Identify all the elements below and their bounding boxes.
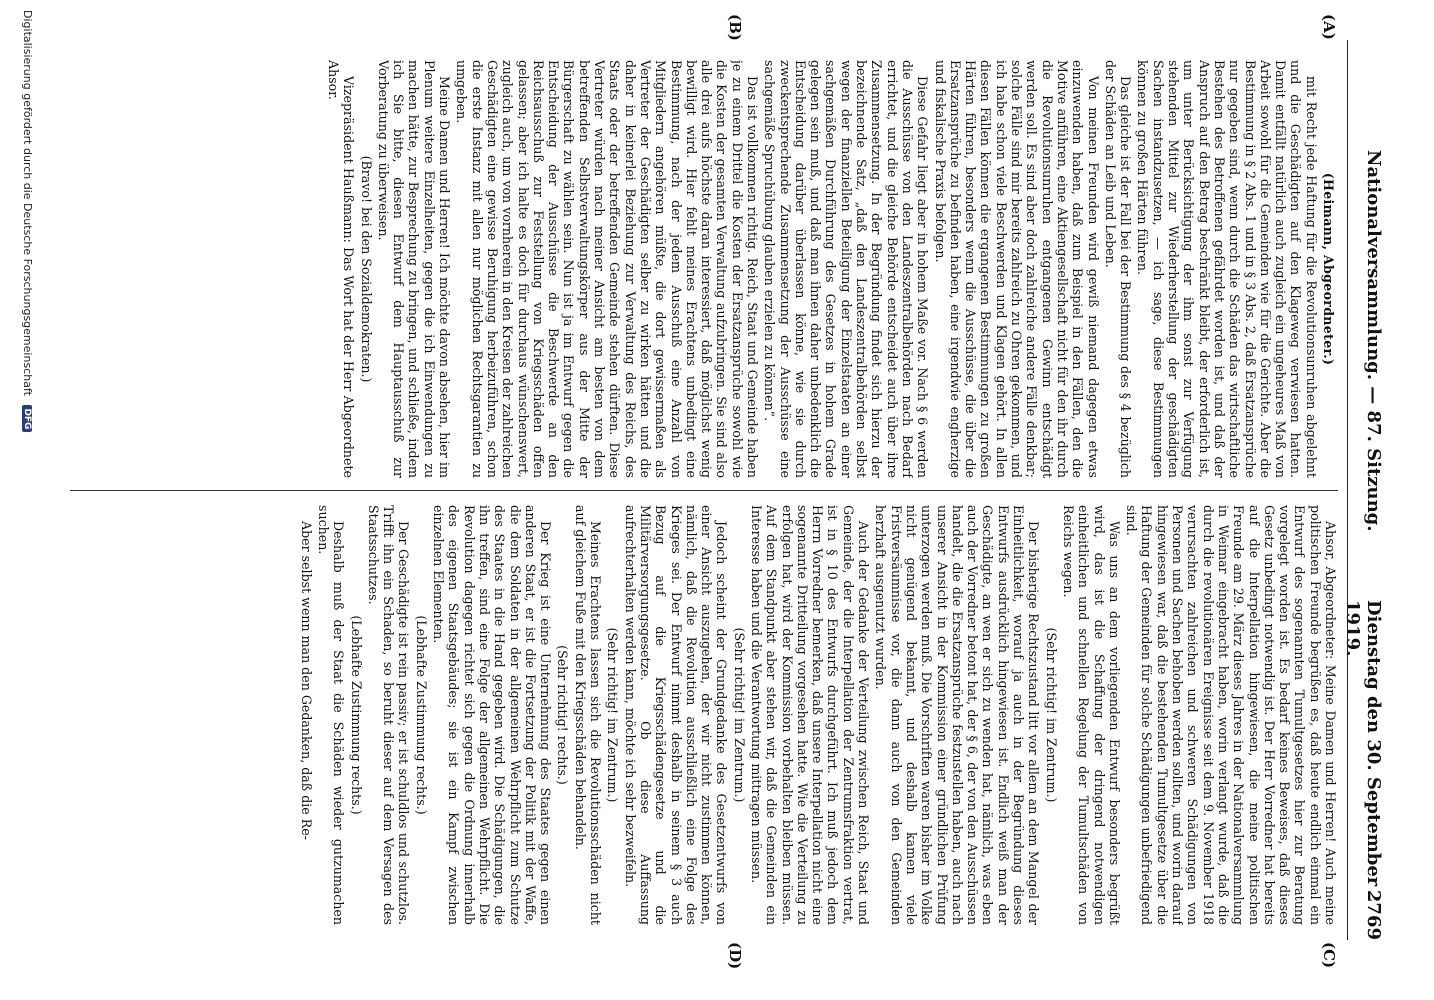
paragraph: Ahsor, Abgeordneter: Meine Damen und Herren! Auch meine politischen Freunde begrüßen es, daß heute endlich einmal ein Entwurf des sogenannten Tumultgesetzes hier zur Beratung vorgelegt worden ist. Es bedarf keines Beweises, daß dieses Gesetz unbedingt notwendig ist. Der Herr Vorredner hat bereits auf die Interpellation hingewiesen, die meine politischen Freunde am 29. März dieses Jahres in der Nationalversammlung in Weimar eingebracht haben, worin verlangt wurde, daß die durch die revolutionären Ereignisse seit dem 9. November 1918 verursachten zahlreichen und schweren Schädigungen von Personen und Sachen behoben werden sollten, und worin darauf hingewiesen war, daß die bestehenden Tumultgesetze über die Haftung der Gemeinden für solche Schädigungen unbefriedigend sind. [1124, 505, 1338, 925]
paragraph: Der Geschädigte ist rein passiv; er ist schuldlos und schutzlos. Trifft ihn ein Schaden, so beruht dieser auf dem Versagen des Staatsschutzes. [365, 505, 412, 925]
paragraph: Das ist vollkommen richtig. Reich, Staat und Gemeinde haben je zu einem Drittel die Kosten der Ersatzansprüche sowohl wie die Kosten der gesamten Verwaltung aufzubringen. Sie sind also alle drei aufs höchste daran interessiert, daß möglichst wenig bewilligt wird. Hier fehlt meines Erachtens unbedingt eine Bestimmung, nach der jedem Ausschuß eine Anzahl von Mitgliedern angehören müßte, die dort gewissermaßen als Vertreter der Geschädigten selber zu wirken hätten und die daher in keinerlei Beziehung zur Verwaltung des Reichs, des Staats oder der betreffenden Gemeinde stehen dürften. Diese Vertreter würden nach meiner Ansicht am besten von dem betreffenden Selbstverwaltungskörper aus der Mitte der Bürgerschaft zu wählen sein. Nun ist ja im Entwurf gegen die Entscheidung der Ausschüsse die Beschwerde an den Reichsausschuß zur Feststellung von Kriegsschäden offen gelassen; aber ich halte es doch für durchaus wünschenswert, zugleich auch, um von vornherein in den Kreisen der zahlreichen Geschädigten eine gewisse Beruhigung herbeizuführen, schon die erste Instanz mit allen nur möglichen Rechtsgarantien zu umgeben. [454, 60, 761, 478]
right-text-column [70, 505, 1338, 925]
interjection: (Sehr richtig! im Zentrum.) [1043, 627, 1059, 803]
paragraph: Jedoch scheint der Grundgedanke des Gesetzentwurfs von einer Ansicht auszugehen, der wir nicht zustimmen können, nämlich, daß die Revolution ausschließlich eine Folge des Krieges sei. Der Entwurf nimmt deshalb in seinem § 3 auch Bezug auf die Kriegsschädengesetze und die Militärversorgungsgesetze. Ob diese Auffassung aufrechterhalten werden kann, möchte ich sehr bezweifeln. [622, 505, 730, 925]
header-title-right: Dienstag den 30. September 1919. [1342, 600, 1384, 887]
header-title-left: Nationalversammlung. — 87. Sitzung. [1363, 150, 1384, 532]
interjection: (Sehr richtig! rechts.) [555, 645, 571, 785]
paragraph: Vizepräsident Haußmann: Das Wort hat der Herr Abgeordnete Ahsor. [326, 60, 357, 478]
left-text-column [70, 60, 1338, 478]
margin-letter-c: (C) [1320, 942, 1338, 969]
paragraph: Meines Erachtens lassen sich die Revolutionsschäden nicht auf gleichem Fuße mit den Kriegsschäden behandeln. [572, 505, 604, 925]
paragraph: Aber selbst wenn man den Gedanken, daß die Re- [298, 521, 314, 840]
margin-letter-a: (A) [1320, 14, 1338, 40]
header-rule [1347, 40, 1348, 940]
paragraph: Der bisherige Rechtszustand litt vor allem an dem Mangel der Einheitlichkeit, worauf ja auch in der Begründung dieses Entwurfs ausdrücklich hingewiesen ist. Endlich weiß man der Geschädigte, an wen er sich zu wenden hat, nämlich, was eben auch der Vorredner betont hat, der § 6, der von den Ausschüssen handelt, die die Ersatzansprüche festzustellen haben, auch nach unserer Ansicht in der Kommission einer gründlichen Prüfung unterzogen werden muß. Die Vorschriften waren bisher im Volke nicht genügend bekannt, und deshalb kamen viele Fristversäumnisse vor, die dann auch von den Gemeinden herzhaft ausgenutzt wurden. [873, 505, 1042, 925]
paragraph: Meine Damen und Herren! Ich möchte davon absehen, hier im Plenum weitere Einzelheiten, gegen die ich Einwendungen zu machen hätte, zur Besprechung zu bringen, und schließe, indem ich Sie bitte, diesen Entwurf dem Hauptausschuß zur Vorberatung zu überweisen. [375, 60, 453, 478]
paragraph: Von meinen Freunden wird gewiß niemand dagegen etwas einzuwenden haben, daß zum Beispiel in den Fällen, den die Motive anführen, eine Aktiengesellschaft nicht für den ihr durch die Revolutionsunruhen entgangenen Gewinn entschädigt werden soll. Es sind aber doch zahlreiche andere Fälle denkbar; solche Fälle sind mir bereits zahlreich zu Ohren gekommen, und ich habe schon viele Beschwerden und Klagen gehört. In allen diesen Fällen können die ergangenen Bestimmungen zu großen Härten führen, besonders wenn die Ausschüsse, die über die Ersatzansprüche zu befinden haben, eine irgendwie engherzige und fiskalische Praxis befolgen. [932, 60, 1101, 478]
interjection: (Sehr richtig! im Zentrum.) [731, 627, 747, 803]
paragraph: Auch der Gedanke der Verteilung zwischen Reich, Staat und Gemeinde, der die Interpellation der Zentrumsfraktion vertrat, ist in § 10 des Entwurfs durchgeführt. Ich muß jedoch dem Herrn Vorredner bemerken, daß unsere Interpellation nicht eine sogenannte Dritteilung vorgesehen hatte. Wie die Verteilung zu erfolgen hat, wird der Kommission vorbehalten bleiben müssen. Auf dem Standpunkt aber stehen wir, daß die Gemeinden ein Interesse haben und die Verantwortung mittragen müssen. [749, 505, 872, 925]
interjection: (Sehr richtig! im Zentrum.) [605, 627, 621, 803]
margin-letter-d: (D) [726, 942, 744, 970]
interjection: (Lebhafte Zustimmung rechts.) [348, 615, 364, 815]
interjection: (Lebhafte Zustimmung rechts.) [413, 615, 429, 815]
paragraph: Deshalb muß der Staat die Schäden wieder gutzumachen suchen. [316, 505, 347, 925]
paragraph: Was uns an dem vorliegenden Entwurf besonders begrüßt wird, das ist die Schaffung der dringend notwendigen einheitlichen und schnellen Regelung der Tumultschäden von Reichs wegen. [1060, 505, 1122, 925]
footer-credit-text: Digitalisierung gefördert durch die Deutsche Forschungsgemeinschaft [21, 10, 34, 396]
page-number: 2769 [1363, 889, 1384, 940]
paragraph: Der Krieg ist eine Unternehmung des Staates gegen einen anderen Staat, er ist die Fortsetzung der Politik mit der Waffe, die dem Soldaten in der allgemeinen Wehrpflicht zum Schutze des Staates in die Hand gegeben wird. Die Schädigungen, die ihn treffen, sind eine Folge der allgemeinen Wehrpflicht. Die Revolution dagegen richtet sich gegen die Ordnung innerhalb des eigenen Staatsgebäudes; sie ist ein Kampf zwischen einzelnen Elementen. [431, 505, 554, 925]
margin-letter-b: (B) [726, 14, 744, 41]
speaker-line: (Heimann, Abgeordneter.) [1321, 172, 1336, 366]
paragraph: Das gleiche ist der Fall bei der Bestimmung des § 4 bezüglich der Schäden an Leib und Leben. [1102, 60, 1134, 478]
interjection: (Bravo! bei den Sozialdemokraten.) [358, 155, 374, 383]
page-header [1342, 40, 1394, 940]
paragraph: mit Recht jede Haftung für die Revolutionsunruhen abgelehnt und die Geschädigten auf den Klageweg verwiesen hatten. Damit entfällt natürlich auch zugleich ein ungeheures Maß von Arbeit sowohl für die Gemeinden wie für die Gerichte. Aber die Bestimmung in § 2 Abs. 1 und in § 3 Abs. 2, daß Ersatzansprüche nur gegeben sind, wenn durch die Schäden das wirtschaftliche Bestehen des Betroffenen gefährdet worden ist, und daß der Anspruch auf den Betrag beschränkt bleibt, der erforderlich ist, um unter Berücksichtigung der ihm sonst zur Verfügung stehenden Mittel zur Wiederherstellung der geschädigten Sachen instandzusetzen, — ich sage, diese Bestimmungen können zu großen Härten führen. [1135, 60, 1319, 478]
paragraph: Diese Gefahr liegt aber in hohem Maße vor. Nach § 6 werden die Ausschüsse von den Landeszentralbehörden nach Bedarf errichtet, und die gleiche Behörde entscheidet auch über ihre Zusammensetzung. In der Begründung findet sich hierzu der bezeichnende Satz, „daß den Landeszentralbehörden selbst wegen der finanziellen Beteiligung der Einzelstaaten an einer sachgemäßen Durchführung des Gesetzes in hohem Grade gelegen sein muß, und daß man ihnen daher unbedenklich die Entscheidung darüber überlassen könne, wie sie durch zweckentsprechende Zusammensetzung der Ausschüsse eine sachgemäße Spruchübung glauben erzielen zu können“. [762, 60, 931, 478]
footer-credit [21, 10, 34, 432]
column-divider [70, 490, 1338, 491]
dfg-logo: DFG [22, 405, 32, 432]
